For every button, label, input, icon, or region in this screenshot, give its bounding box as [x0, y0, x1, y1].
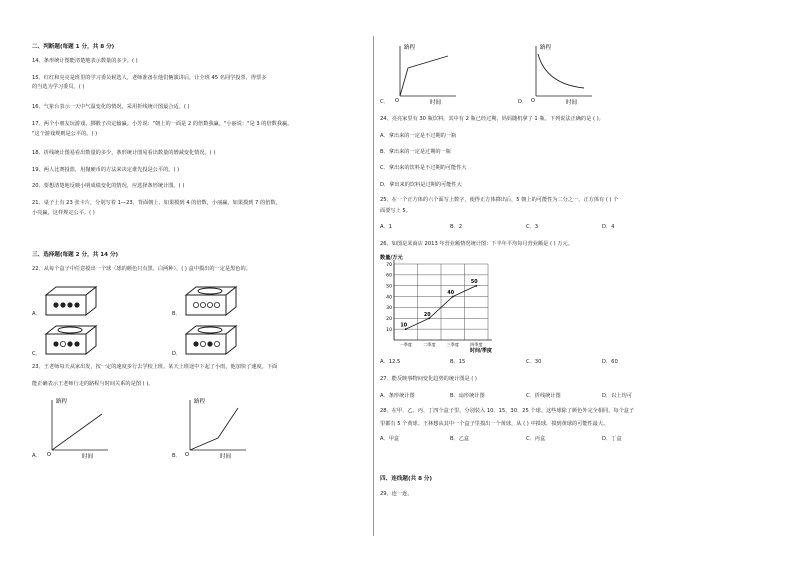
q27-option-c: C．折线统计图	[526, 393, 561, 399]
q26-option-c: C．30	[526, 359, 542, 365]
graph-c-y-label: 路程	[404, 45, 416, 51]
question-20: 20、要想清楚地反映小明成绩变化的情况，应选择条形统计图。( )	[32, 183, 185, 189]
question-21-line2: 小亮赢，这样规定公平。( )	[32, 210, 95, 216]
q22-box-b	[184, 283, 239, 318]
q25-option-a: A．1	[380, 224, 393, 230]
question-15-line2: 的当选为学习委员。( )	[32, 84, 85, 90]
q24-option-a: A．拿出来的一定是不过期的一瓶	[380, 133, 457, 139]
q28-option-a: A．甲盒	[380, 436, 400, 442]
question-23-line2: 能正确表示王老师行走的路程与时间关系的是图 ( )。	[32, 381, 154, 387]
graph-a-x-label: 时间	[82, 454, 94, 460]
question-16: 16、气象台表示一天中气温变化的情况，采用折线统计图最合适。( )	[32, 104, 190, 110]
q23-option-a-label: A．	[32, 453, 41, 459]
question-26: 26、如图是某商店 2013 年营业额情况统计图：下半年平均每月营业额是 ( ) 万元。	[380, 241, 573, 247]
question-21-line1: 21、桌子上有 23 张卡片，分别写着 1—23，背面朝上，如果摸到 4 的倍数，小丽赢，如果摸到 7 的倍数，	[32, 200, 281, 206]
chart-x-tick-label: 二季度	[422, 342, 436, 347]
q23-graph-b	[180, 394, 250, 460]
chart-y-axis-label: 数量/万元	[380, 255, 403, 261]
question-14: 14、条形统计图能清楚地表示数量的多少。( )	[32, 58, 138, 64]
q22-box-c	[44, 322, 99, 357]
q26-option-a: A．12.5	[380, 359, 401, 365]
q25-option-d: D．4	[602, 224, 615, 230]
question-22: 22、从每个盒子中任意摸出一个球（球的颜色只有黑、白两种），( ) 盒中摸出的一定是黑色的。	[32, 266, 251, 272]
q22-option-b-label: B．	[172, 311, 181, 317]
chart-y-tick-label: 30	[386, 306, 392, 312]
graph-d-y-label: 路程	[540, 45, 552, 51]
chart-x-axis-label: 时间/季度	[470, 348, 492, 354]
section2-title: 二、判断题(每题 1 分，共 8 分)	[32, 44, 115, 50]
graph-b-y-label: 路程	[194, 399, 206, 405]
q28-option-c: C．丙盒	[526, 436, 546, 442]
q23-option-b-label: B．	[172, 453, 181, 459]
q26-line-chart	[380, 252, 510, 356]
q28-option-b: B．乙盒	[450, 436, 470, 442]
q22-box-a	[44, 283, 99, 318]
question-29: 29、连一连。	[380, 491, 413, 497]
q23-option-c-label: C．	[380, 99, 389, 105]
chart-data-label: 10	[400, 323, 408, 329]
question-28-line2: 里都有 5 个黄球。王林想从其中一个盒子里摸出一个黄球，从 ( ) 中摸球，摸到黄球的可能性最大。	[380, 421, 609, 427]
question-18: 18、折线统计图易看出数量的多少，条形统计图易看出数量的增减变化情况。( )	[32, 150, 216, 156]
graph-d-x-label: 时间	[566, 100, 578, 106]
chart-y-tick-label: 70	[386, 262, 392, 268]
q24-option-c: C．拿出来的饮料是不过期的可能性大	[380, 165, 467, 171]
q28-option-d: D．丁盒	[602, 436, 622, 442]
question-28-line1: 28、在甲、乙、丙、丁四个盒子里，分别装入 10、15、30、25 个球。这些球除了颜色外完全相同，每个盒子	[380, 408, 635, 414]
q23-graph-d	[526, 40, 596, 106]
question-23-line1: 23、王老师每天从家出发，按一定的速度步行去学校上班。某天上班途中下起了小雨，他加快了速度。下面	[32, 364, 278, 370]
graph-d-origin: O	[531, 98, 535, 104]
chart-y-tick-label: 50	[386, 284, 392, 290]
section3-title: 三、选择题(每题 2 分，共 14 分)	[32, 252, 119, 258]
chart-y-tick-label: 10	[386, 327, 392, 333]
q27-option-b: B．扇形统计图	[450, 393, 485, 399]
question-25-line1: 25、在一个正方体的六个面写上数字，使得正方体掷出后，5 朝上的可能性为二分之一，正方体有 ( ) 个	[380, 197, 619, 203]
q25-option-c: C．3	[526, 224, 539, 230]
graph-a-origin: O	[47, 452, 51, 458]
column-divider	[373, 36, 374, 536]
graph-c-origin: O	[395, 98, 399, 104]
q26-option-d: D．60	[602, 359, 618, 365]
q24-option-b: B．拿出来的一定是过期的一瓶	[380, 149, 451, 155]
q23-option-d-label: D．	[518, 99, 528, 105]
q27-option-a: A．条形统计图	[380, 393, 415, 399]
q22-option-d-label: D．	[172, 351, 182, 357]
chart-y-tick-label: 20	[386, 317, 392, 323]
section4-title: 四、连线题(共 8 分)	[380, 476, 433, 482]
chart-data-label: 50	[470, 280, 478, 286]
question-15-line1: 15、红红和亮亮是班里的学习委员候选人，老师准备在他们俩演讲后，让全班 45 名同学投票，得票多	[32, 75, 267, 81]
chart-x-tick-label: 一季度	[399, 342, 413, 347]
question-19: 19、两人比赛投篮，用抛硬币的方法来决定谁先投是公平的。( )	[32, 167, 180, 173]
q27-option-d: D．以上均可	[602, 393, 632, 399]
chart-y-tick-label: 60	[386, 273, 392, 279]
chart-x-tick-label: 四季度	[469, 342, 483, 347]
graph-b-x-label: 时间	[220, 454, 232, 460]
question-24: 24、亮亮家里有 30 瓶饮料，其中有 2 瓶已经过期，妈妈随机拿了 1 瓶。下列说法正确的是 ( )。	[380, 116, 604, 122]
graph-b-origin: O	[185, 452, 189, 458]
question-17-line2: "这个游戏规则是公平的。( )	[32, 131, 98, 137]
graph-a-y-label: 路程	[56, 399, 68, 405]
question-17-line1: 17、两个小朋友玩游戏，掷骰子决定输赢。小芳说："朝上的一面是 2 的倍数我赢。"小丽说："是 3 的倍数我赢。	[32, 121, 293, 127]
question-27: 27、能反映事物间变化趋势的统计图是 ( )	[380, 376, 477, 382]
q22-option-c-label: C．	[32, 351, 41, 357]
q22-option-a-label: A．	[32, 311, 41, 317]
q26-option-b: B．15	[450, 359, 466, 365]
q24-option-d: D．拿出来的饮料是过期的可能性大	[380, 182, 462, 188]
q23-graph-a	[42, 394, 112, 460]
chart-data-label: 40	[447, 291, 455, 297]
q22-box-d	[184, 322, 239, 357]
chart-x-tick-label: 三季度	[446, 342, 460, 347]
q25-option-b: B．2	[450, 224, 463, 230]
question-25-line2: 面要写上 5。	[380, 208, 411, 214]
graph-c-x-label: 时间	[430, 100, 442, 106]
chart-y-tick-label: 40	[386, 295, 392, 301]
chart-data-label: 20	[423, 312, 431, 318]
q23-graph-c	[390, 40, 460, 106]
